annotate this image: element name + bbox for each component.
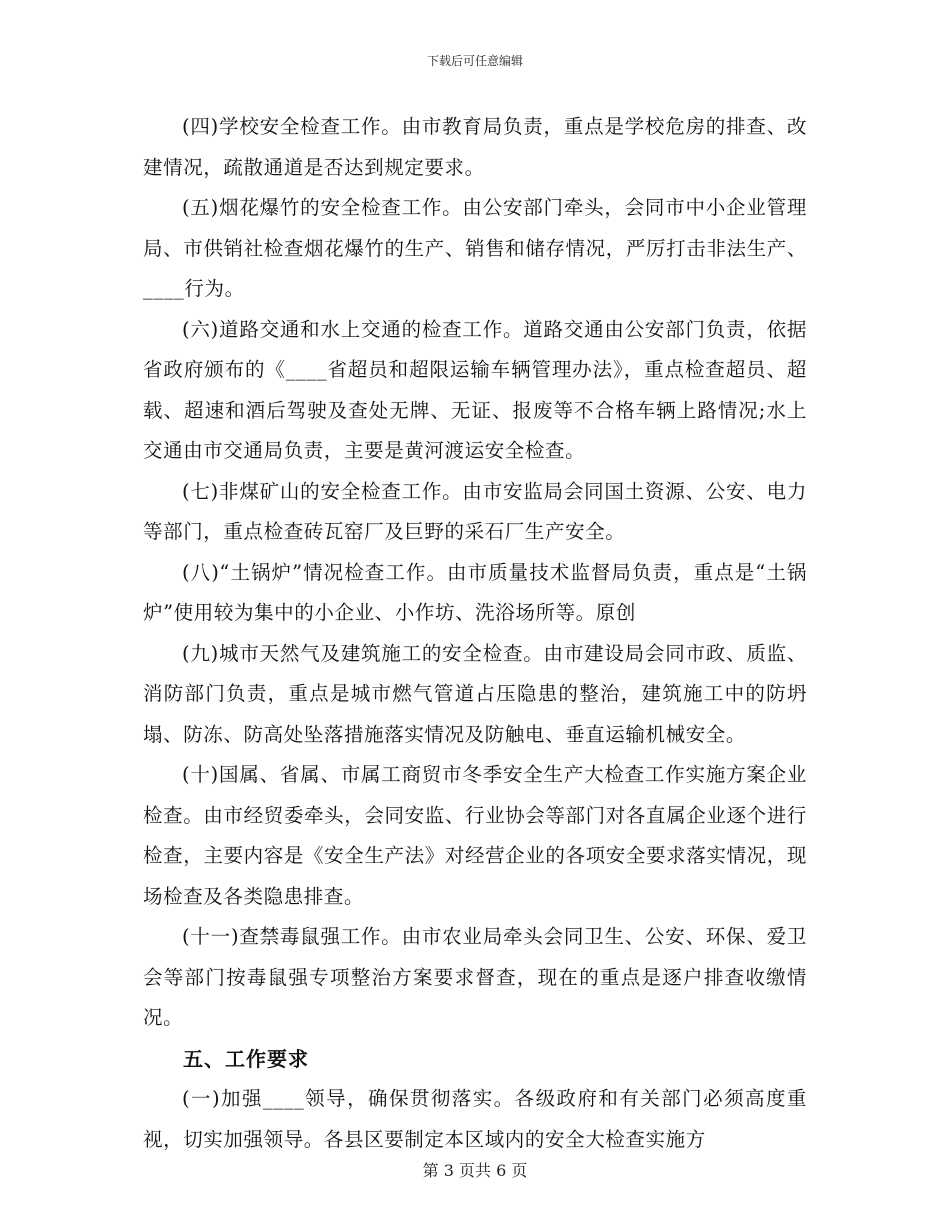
paragraph-rodenticide-ban: (十一)查禁毒鼠强工作。由市农业局牵头会同卫生、公安、环保、爱卫会等部门按毒鼠强专项整治方案要求督查，现在的重点是逐户排查收缴情况。 [143,925,807,1029]
paragraph-enterprise-inspection: (十)国属、省属、市属工商贸市冬季安全生产大检查工作实施方案企业检查。由市经贸委牵头，会同安监、行业协会等部门对各直属企业逐个进行检查，主要内容是《安全生产法》对经营企业的各项安全要求落实情况，现场检查及各类隐患排查。 [143,763,807,908]
page-header-note: 下载后可任意编辑 [426,54,523,68]
paragraph-traffic-safety: (六)道路交通和水上交通的检查工作。道路交通由公安部门负责，依据省政府颁布的《____省超员和超限运输车辆管理办法》，重点检查超员、超载、超速和酒后驾驶及查处无牌、无证、报废等不合格车辆上路情况;水上交通由市交通局负责，主要是黄河渡运安全检查。 [143,317,807,462]
paragraph-leadership: (一)加强____领导，确保贯彻落实。各级政府和有关部门必须高度重视，切实加强领导。各县区要制定本区域内的安全大检查实施方 [143,1087,807,1151]
section-heading: 五、工作要求 [183,1046,309,1071]
paragraph-school-safety: (四)学校安全检查工作。由市教育局负责，重点是学校危房的排查、改建情况，疏散通道是否达到规定要求。 [143,115,807,179]
paragraph-boiler-inspection: (八)“土锅炉”情况检查工作。由市质量技术监督局负责，重点是“土锅炉”使用较为集中的小企业、小作坊、洗浴场所等。原创 [143,560,807,624]
paragraph-gas-construction-safety: (九)城市天然气及建筑施工的安全检查。由市建设局会同市政、质监、消防部门负责，重点是城市燃气管道占压隐患的整治，建筑施工中的防坍塌、防冻、防高处坠落措施落实情况及防触电、垂直运输机械安全。 [143,641,807,746]
paragraph-non-coal-mine-safety: (七)非煤矿山的安全检查工作。由市安监局会同国土资源、公安、电力等部门，重点检查砖瓦窑厂及巨野的采石厂生产安全。 [143,479,807,543]
paragraph-fireworks-safety: (五)烟花爆竹的安全检查工作。由公安部门牵头，会同市中小企业管理局、市供销社检查烟花爆竹的生产、销售和储存情况，严厉打击非法生产、____行为。 [143,196,807,300]
document-body [143,107,807,1160]
page-number: 第 3 页共 6 页 [422,1161,528,1180]
